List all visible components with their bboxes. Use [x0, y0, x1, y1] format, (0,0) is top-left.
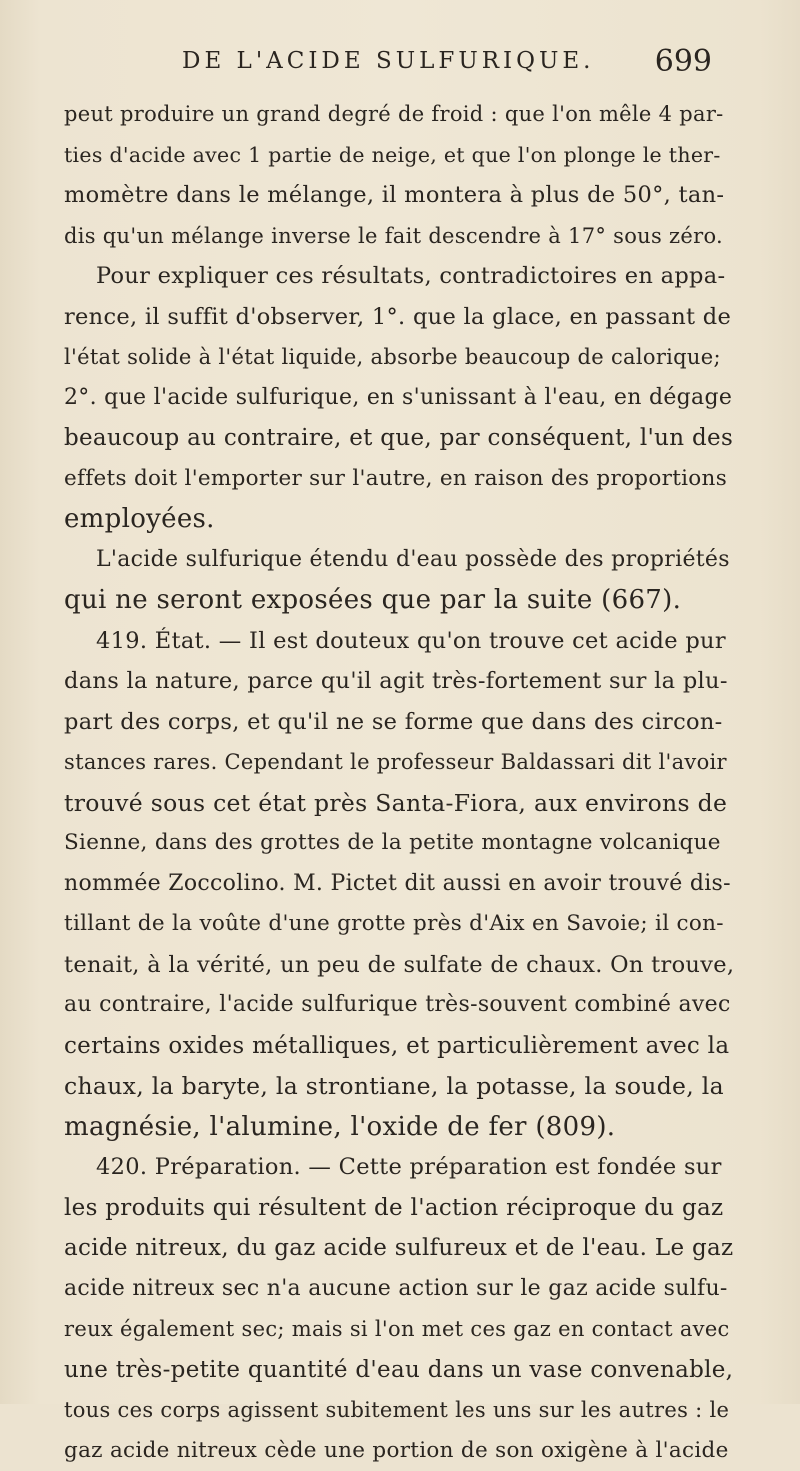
text-line: Sienne, dans des grottes de la petite montagne volcanique [64, 823, 734, 864]
text-line: dis qu'un mélange inverse le fait descendre à 17° sous zéro. [64, 216, 734, 257]
text-line: magnésie, l'alumine, l'oxide de fer (809). [64, 1107, 734, 1148]
text-line: dans la nature, parce qu'il agit très-fortement sur la plu- [64, 661, 734, 702]
page-header [0, 44, 800, 84]
section-419-heading-line: 419. État. — Il est douteux qu'on trouve cet acide pur [64, 621, 734, 662]
text-line: L'acide sulfurique étendu d'eau possède des propriétés [64, 540, 734, 581]
text-line: qui ne seront exposées que par la suite (667). [64, 580, 734, 621]
text-line: certains oxides métalliques, et particulièrement avec la [64, 1026, 734, 1067]
text-line: 2°. que l'acide sulfurique, en s'unissant à l'eau, en dégage [64, 378, 734, 419]
text-line: au contraire, l'acide sulfurique très-souvent combiné avec [64, 985, 734, 1026]
text-line: momètre dans le mélange, il montera à plus de 50°, tan- [64, 175, 734, 216]
text-line: une très-petite quantité d'eau dans un vase convenable, [64, 1350, 734, 1391]
text-line: ties d'acide avec 1 partie de neige, et que l'on plonge le ther- [64, 135, 734, 176]
text-line: tillant de la voûte d'une grotte près d'Aix en Savoie; il con- [64, 904, 734, 945]
text-line: part des corps, et qu'il ne se forme que dans des circon- [64, 702, 734, 743]
text-line: effets doit l'emporter sur l'autre, en raison des proportions [64, 459, 734, 500]
text-line: reux également sec; mais si l'on met ces gaz en contact avec [64, 1309, 734, 1350]
text-line: employées. [64, 499, 734, 540]
text-line: tenait, à la vérité, un peu de sulfate de chaux. On trouve, [64, 945, 734, 986]
text-line: acide nitreux, du gaz acide sulfureux et de l'eau. Le gaz [64, 1228, 734, 1269]
text-line: trouvé sous cet état près Santa-Fiora, aux environs de [64, 783, 734, 824]
text-line: rence, il suffit d'observer, 1°. que la glace, en passant de [64, 297, 734, 338]
page-number: 699 [655, 44, 712, 79]
text-line: peut produire un grand degré de froid : que l'on mêle 4 par- [64, 94, 734, 135]
text-line: nommée Zoccolino. M. Pictet dit aussi en avoir trouvé dis- [64, 864, 734, 905]
running-head: DE L'ACIDE SULFURIQUE. [182, 48, 594, 74]
text-line: gaz acide nitreux cède une portion de son oxigène à l'acide [64, 1431, 734, 1471]
text-line: l'état solide à l'état liquide, absorbe beaucoup de calorique; [64, 337, 734, 378]
text-line: stances rares. Cependant le professeur Baldassari dit l'avoir [64, 742, 734, 783]
text-line: beaucoup au contraire, et que, par conséquent, l'un des [64, 418, 734, 459]
text-line: Pour expliquer ces résultats, contradictoires en appa- [64, 256, 734, 297]
text-line: les produits qui résultent de l'action réciproque du gaz [64, 1188, 734, 1229]
text-line: chaux, la baryte, la strontiane, la potasse, la soude, la [64, 1066, 734, 1107]
text-line: tous ces corps agissent subitement les uns sur les autres : le [64, 1390, 734, 1431]
section-420-heading-line: 420. Préparation. — Cette préparation est fondée sur [64, 1147, 734, 1188]
text-line: acide nitreux sec n'a aucune action sur le gaz acide sulfu- [64, 1269, 734, 1310]
body-text [64, 94, 734, 1471]
